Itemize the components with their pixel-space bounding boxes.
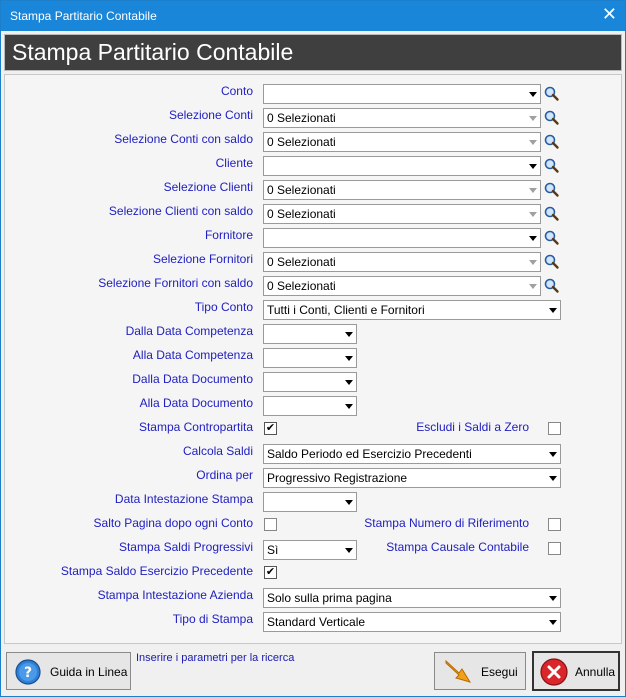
ordina-per-value: Progressivo Registrazione (267, 471, 408, 485)
search-icon[interactable] (542, 84, 560, 104)
search-icon[interactable] (542, 228, 560, 248)
chevron-down-icon (529, 260, 537, 265)
chevron-down-icon[interactable] (345, 404, 353, 409)
svg-text:?: ? (23, 665, 33, 681)
chevron-down-icon (529, 212, 537, 217)
chevron-down-icon[interactable] (549, 620, 557, 625)
stampa-contropartita-checkbox[interactable]: ✔ (265, 422, 276, 434)
status-hint: Inserire i parametri per la ricerca (136, 652, 295, 664)
search-icon[interactable] (542, 156, 560, 176)
chevron-down-icon[interactable] (529, 92, 537, 97)
chevron-down-icon[interactable] (345, 332, 353, 337)
calcola-saldi-value: Saldo Periodo ed Esercizio Precedenti (267, 447, 472, 461)
selezione-clienti-saldo-value: 0 Selezionati (267, 207, 336, 221)
stampa-saldi-progressivi-label: Stampa Saldi Progressivi (118, 540, 253, 554)
chevron-down-icon (529, 284, 537, 289)
selezione-fornitori-saldo-value: 0 Selezionati (267, 279, 336, 293)
cancel-button[interactable] (532, 651, 620, 691)
chevron-down-icon (529, 140, 537, 145)
dalla-data-competenza-label: Dalla Data Competenza (125, 324, 253, 338)
search-icon[interactable] (542, 204, 560, 224)
selezione-conti-value: 0 Selezionati (267, 111, 336, 125)
chevron-down-icon[interactable] (345, 548, 353, 553)
chevron-down-icon[interactable] (549, 596, 557, 601)
chevron-down-icon (529, 116, 537, 121)
chevron-down-icon (529, 188, 537, 193)
tipo-conto-value: Tutti i Conti, Clienti e Fornitori (267, 303, 425, 317)
salto-pagina-checkbox[interactable] (264, 518, 277, 531)
ordina-per-select[interactable] (263, 468, 561, 488)
help-question-icon (14, 658, 42, 686)
data-intestazione-stampa-picker[interactable] (263, 492, 357, 512)
tipo-conto-select[interactable] (263, 300, 561, 320)
selezione-clienti-saldo-label: Selezione Clienti con saldo (108, 204, 253, 218)
dalla-data-documento-picker[interactable] (263, 372, 357, 392)
page-title: Stampa Partitario Contabile (12, 39, 294, 65)
selezione-fornitori-value: 0 Selezionati (267, 255, 336, 269)
selezione-clienti-saldo-combo[interactable] (263, 204, 541, 224)
cliente-label: Cliente (215, 156, 253, 170)
chevron-down-icon[interactable] (345, 500, 353, 505)
cancel-x-icon (539, 657, 569, 687)
dalla-data-competenza-picker[interactable] (263, 324, 357, 344)
data-intestazione-stampa-label: Data Intestazione Stampa (114, 492, 253, 506)
salto-pagina-label: Salto Pagina dopo ogni Conto (93, 516, 253, 530)
calcola-saldi-select[interactable] (263, 444, 561, 464)
search-icon[interactable] (542, 108, 560, 128)
stampa-intestazione-azienda-select[interactable] (263, 588, 561, 608)
chevron-down-icon[interactable] (549, 452, 557, 457)
title-bar (1, 1, 625, 31)
footer-bar (4, 648, 622, 694)
alla-data-competenza-picker[interactable] (263, 348, 357, 368)
conto-label: Conto (220, 84, 253, 98)
cancel-button-label: Annulla (575, 665, 616, 679)
stampa-causale-contabile-checkbox[interactable] (548, 542, 561, 555)
stampa-numero-riferimento-checkbox[interactable] (548, 518, 561, 531)
tipo-stampa-value: Standard Verticale (267, 615, 366, 629)
selezione-conti-saldo-value: 0 Selezionati (267, 135, 336, 149)
selezione-fornitori-combo[interactable] (263, 252, 541, 272)
cliente-combo[interactable] (263, 156, 541, 176)
tipo-stampa-label: Tipo di Stampa (172, 612, 253, 626)
stampa-causale-contabile-label: Stampa Causale Contabile (386, 540, 529, 554)
close-icon[interactable]: ✕ (601, 4, 617, 25)
alla-data-documento-label: Alla Data Documento (139, 396, 253, 410)
stampa-saldi-progressivi-value: Sì (267, 543, 279, 557)
stampa-saldo-esercizio-precedente-checkbox[interactable]: ✔ (265, 566, 276, 578)
conto-combo[interactable] (263, 84, 541, 104)
stampa-numero-riferimento-label: Stampa Numero di Riferimento (364, 516, 529, 530)
execute-button-label: Esegui (481, 665, 518, 679)
escludi-saldi-zero-label: Escludi i Saldi a Zero (416, 420, 529, 434)
selezione-clienti-value: 0 Selezionati (267, 183, 336, 197)
parameters-form (4, 74, 622, 644)
fornitore-combo[interactable] (263, 228, 541, 248)
search-icon[interactable] (542, 252, 560, 272)
arrow-execute-icon (443, 657, 475, 687)
alla-data-competenza-label: Alla Data Competenza (132, 348, 253, 362)
chevron-down-icon[interactable] (345, 356, 353, 361)
stampa-saldi-progressivi-select[interactable] (263, 540, 357, 560)
help-button[interactable] (6, 652, 131, 690)
fornitore-label: Fornitore (204, 228, 253, 242)
selezione-conti-saldo-combo[interactable] (263, 132, 541, 152)
escludi-saldi-zero-checkbox[interactable] (548, 422, 561, 435)
selezione-fornitori-saldo-combo[interactable] (263, 276, 541, 296)
selezione-fornitori-label: Selezione Fornitori (152, 252, 253, 266)
selezione-conti-combo[interactable] (263, 108, 541, 128)
stampa-saldo-esercizio-precedente-label: Stampa Saldo Esercizio Precedente (60, 564, 253, 578)
search-icon[interactable] (542, 276, 560, 296)
chevron-down-icon[interactable] (549, 476, 557, 481)
page-header (4, 34, 622, 71)
selezione-conti-label: Selezione Conti (168, 108, 253, 122)
selezione-clienti-combo[interactable] (263, 180, 541, 200)
search-icon[interactable] (542, 132, 560, 152)
tipo-conto-label: Tipo Conto (194, 300, 253, 314)
calcola-saldi-label: Calcola Saldi (182, 444, 253, 458)
selezione-fornitori-saldo-label: Selezione Fornitori con saldo (98, 276, 253, 290)
help-button-label: Guida in Linea (50, 665, 128, 679)
stampa-intestazione-azienda-value: Solo sulla prima pagina (267, 591, 392, 605)
search-icon[interactable] (542, 180, 560, 200)
alla-data-documento-picker[interactable] (263, 396, 357, 416)
chevron-down-icon[interactable] (549, 308, 557, 313)
execute-button[interactable] (434, 652, 526, 690)
tipo-stampa-select[interactable] (263, 612, 561, 632)
window-title: Stampa Partitario Contabile (10, 9, 157, 23)
ordina-per-label: Ordina per (196, 468, 253, 482)
selezione-conti-saldo-label: Selezione Conti con saldo (114, 132, 253, 146)
stampa-intestazione-azienda-label: Stampa Intestazione Azienda (97, 588, 253, 602)
chevron-down-icon[interactable] (529, 236, 537, 241)
selezione-clienti-label: Selezione Clienti (163, 180, 253, 194)
chevron-down-icon[interactable] (529, 164, 537, 169)
dalla-data-documento-label: Dalla Data Documento (132, 372, 253, 386)
chevron-down-icon[interactable] (345, 380, 353, 385)
stampa-contropartita-label: Stampa Contropartita (138, 420, 253, 434)
